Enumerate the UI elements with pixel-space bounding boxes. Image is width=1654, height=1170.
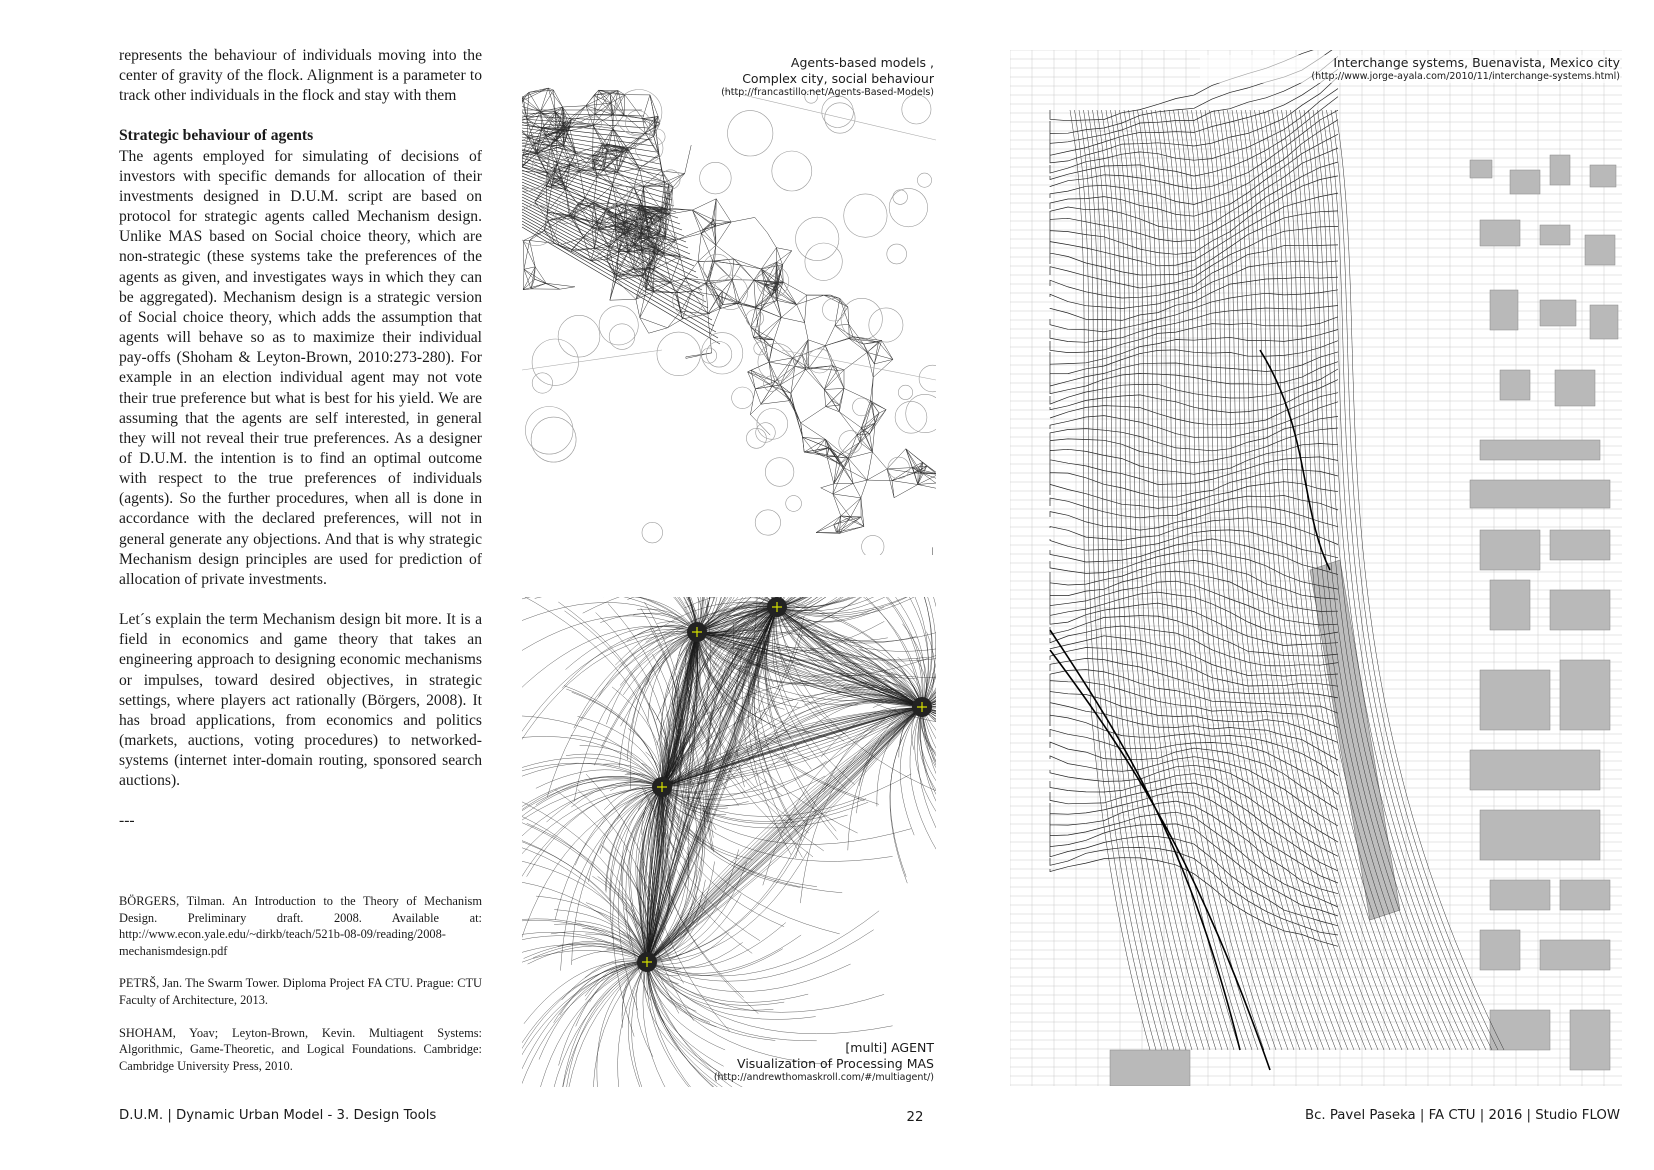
multiagent-caption-source: (http://andrewthomaskroll.com/#/multiagent/) [713, 1072, 934, 1083]
footer-title: D.U.M. | Dynamic Urban Model - 3. Design Tools [119, 1108, 437, 1123]
multiagent-caption [604, 1040, 934, 1084]
agents-caption [604, 55, 934, 99]
agents-caption-source: (http://francastillo.net/Agents-Based-Models) [721, 87, 934, 98]
interchange-caption [1200, 55, 1620, 83]
interchange-caption-line1: Interchange systems, Buenavista, Mexico city [1333, 55, 1620, 70]
footer-author: Bc. Pavel Paseka | FA CTU | 2016 | Studio FLOW [1304, 1108, 1620, 1123]
interchange-plan-image [1010, 50, 1622, 1086]
reference-shoham: SHOHAM, Yoav; Leyton-Brown, Kevin. Multiagent Systems: Algorithmic, Game-Theoretic, and Logical Foundations. Cambridge: Cambridge University Press, 2010. [119, 1025, 482, 1073]
separator: --- [119, 812, 135, 830]
paragraph-strategic-agents: The agents employed for simulating of decisions of investors with specific demands for allocation of their investments designed in D.U.M. script are based on protocol for strategic agents called Mechanism design. Unlike MAS based on Social choice theory, which are non-strategic (these systems take the preferences of the agents as given, and investigates ways in which they can be aggregated). Mechanism design is a strategic version of Social choice theory, which adds the assumption that agents will behave so as to maximize their individual pay-offs (Shoham & Leyton-Brown, 2010:273-280). For example in an election individual agent may not vote their true preference but what is best for his yield. We are assuming that the agents are self interested, in general they will not reveal their true preferences. As a designer of D.U.M. the intention is to find an optimal outcome with respect to the true preferences of individuals (agents). So the further procedures, when all is done in accordance with the declared preferences, will not in general generate any objections. And that is why strategic Mechanism design principles are used for prediction of allocation of private investments. [119, 147, 482, 588]
references [119, 893, 482, 1074]
interchange-caption-source: (http://www.jorge-ayala.com/2010/11/interchange-systems.html) [1311, 71, 1620, 82]
section-heading: Strategic behaviour of agents [119, 127, 314, 145]
multiagent-caption-line1: [multi] AGENT [845, 1040, 934, 1055]
paragraph-mechanism-design: Let´s explain the term Mechanism design bit more. It is a field in economics and game theory that takes an engineering approach to designing economic mechanisms or impulses, toward desired objectives, in strategic settings, where players act rationally (Börgers, 2008). It has broad applications, from economics and politics (markets, auctions, voting procedures) to networked-systems (internet inter-domain routing, sponsored search auctions). [119, 611, 482, 790]
page-number: 22 [906, 1110, 924, 1125]
agents-caption-line2: Complex city, social behaviour [742, 71, 934, 86]
reference-petrs: PETRŠ, Jan. The Swarm Tower. Diploma Project FA CTU. Prague: CTU Faculty of Architecture, 2013. [119, 976, 482, 1007]
figure-interchange-systems [1010, 50, 1622, 1086]
multiagent-network-image [522, 597, 936, 1087]
paragraph-flocking: represents the behaviour of individuals moving into the center of gravity of the flock. Alignment is a parameter to track other individuals in the flock and stay with them [119, 47, 482, 105]
figure-multi-agent [522, 597, 936, 1087]
agents-caption-line1: Agents-based models , [790, 55, 934, 70]
agents-network-image [522, 50, 936, 555]
multiagent-caption-line2: Visualization of Processing MAS [737, 1056, 934, 1071]
text-column [119, 46, 482, 831]
figure-agents-based-models [522, 50, 936, 555]
reference-borgers: BÖRGERS, Tilman. An Introduction to the Theory of Mechanism Design. Preliminary draft. 2008. Available at: http://www.econ.yale.edu/~dirkb/teach/521b-08-09/reading/2008-mechanismdesign.pdf [119, 894, 482, 958]
